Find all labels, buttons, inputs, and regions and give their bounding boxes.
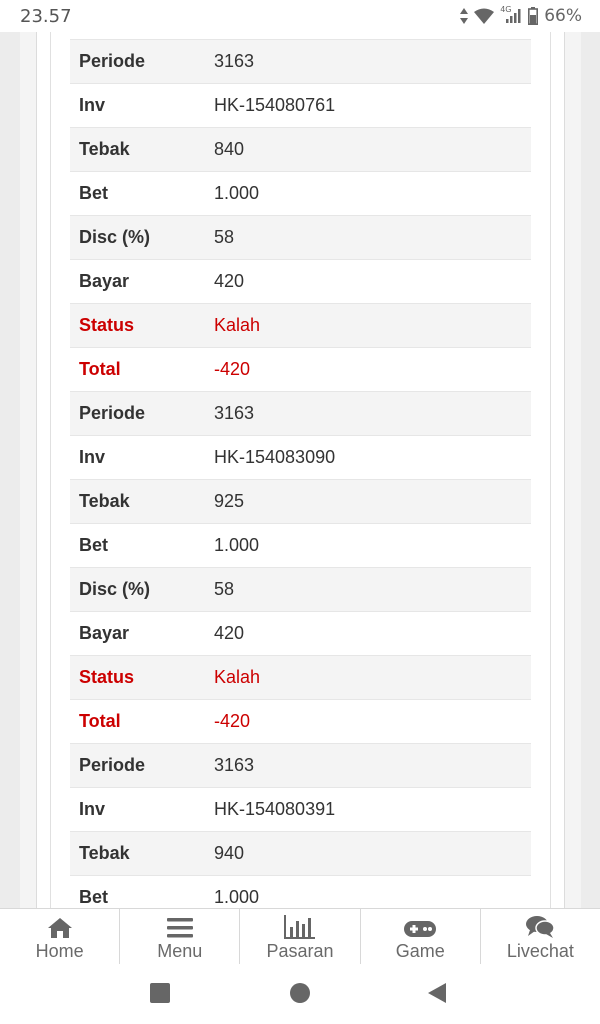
signal-icon <box>500 5 522 23</box>
status-icons <box>460 6 582 26</box>
table-row <box>70 215 531 259</box>
table-row <box>70 171 531 215</box>
row-label: Bet <box>79 183 109 203</box>
row-label: Inv <box>79 95 106 115</box>
menu-icon <box>167 913 193 939</box>
nav-game[interactable] <box>361 909 481 965</box>
row-label: Tebak <box>79 843 130 863</box>
row-label: Tebak <box>79 491 130 511</box>
table-row <box>70 435 531 479</box>
status-time: 23.57 <box>20 5 72 27</box>
row-label: Inv <box>79 799 106 819</box>
battery-percent: 66% <box>544 6 582 26</box>
table-row <box>70 699 531 743</box>
row-value: 58 <box>214 227 235 247</box>
status-bar <box>0 0 600 32</box>
table-row <box>70 743 531 787</box>
battery-icon <box>528 7 538 25</box>
network-type: 4G <box>500 5 512 14</box>
home-button[interactable] <box>289 982 311 1009</box>
row-value: Kalah <box>214 667 261 687</box>
table-row <box>70 259 531 303</box>
table-row <box>70 127 531 171</box>
row-label: Periode <box>79 755 146 775</box>
row-label: Total <box>79 359 121 379</box>
page-area[interactable] <box>0 32 600 908</box>
row-label: Tebak <box>79 139 130 159</box>
system-nav-bar <box>0 964 600 1024</box>
row-value: Kalah <box>214 315 261 335</box>
table-row <box>70 831 531 875</box>
nav-home[interactable] <box>0 909 120 965</box>
home-icon <box>47 913 73 939</box>
row-label: Bet <box>79 887 109 907</box>
row-value: -420 <box>214 359 251 379</box>
row-value: 1.000 <box>214 183 260 203</box>
row-label: Periode <box>79 51 146 71</box>
table-row <box>70 303 531 347</box>
table-row <box>70 611 531 655</box>
row-label: Disc (%) <box>79 227 151 247</box>
table-row <box>70 347 531 391</box>
table-row <box>70 391 531 435</box>
row-value: 925 <box>214 491 245 511</box>
row-label: Bayar <box>79 271 130 291</box>
bet-history-table <box>70 39 531 908</box>
row-value: 940 <box>214 843 245 863</box>
gamepad-icon <box>404 913 436 939</box>
nav-menu-label: Menu <box>157 941 203 961</box>
table-row <box>70 787 531 831</box>
row-value: 3163 <box>214 403 255 423</box>
row-label: Status <box>79 315 135 335</box>
back-button[interactable] <box>426 982 448 1009</box>
nav-home-label: Home <box>35 941 84 961</box>
row-value: 840 <box>214 139 245 159</box>
table-row <box>70 83 531 127</box>
table-row <box>70 39 531 83</box>
row-value: 420 <box>214 271 245 291</box>
row-label: Bet <box>79 535 109 555</box>
row-label: Periode <box>79 403 146 423</box>
nav-livechat[interactable] <box>481 909 600 965</box>
row-label: Inv <box>79 447 106 467</box>
row-label: Status <box>79 667 135 687</box>
nav-pasaran-label: Pasaran <box>266 941 334 961</box>
bottom-nav <box>0 908 600 965</box>
table-row <box>70 655 531 699</box>
chat-icon <box>525 913 555 939</box>
data-arrows-icon <box>460 8 468 24</box>
row-label: Disc (%) <box>79 579 151 599</box>
row-value: 58 <box>214 579 235 599</box>
table-row <box>70 875 531 908</box>
row-label: Bayar <box>79 623 130 643</box>
wifi-icon <box>474 8 494 24</box>
recent-apps-button[interactable] <box>149 982 171 1009</box>
nav-livechat-label: Livechat <box>506 941 574 961</box>
row-value: HK-154080761 <box>214 95 336 115</box>
nav-menu[interactable] <box>120 909 240 965</box>
row-value: -420 <box>214 711 251 731</box>
row-value: HK-154080391 <box>214 799 336 819</box>
row-value: 1.000 <box>214 887 260 907</box>
nav-pasaran[interactable] <box>240 909 360 965</box>
table-row <box>70 523 531 567</box>
row-value: 3163 <box>214 51 255 71</box>
row-value: HK-154083090 <box>214 447 336 467</box>
row-label: Total <box>79 711 121 731</box>
table-row <box>70 479 531 523</box>
nav-game-label: Game <box>395 941 445 961</box>
bar-chart-icon <box>284 913 316 939</box>
row-value: 420 <box>214 623 245 643</box>
row-value: 1.000 <box>214 535 260 555</box>
table-row <box>70 567 531 611</box>
row-value: 3163 <box>214 755 255 775</box>
